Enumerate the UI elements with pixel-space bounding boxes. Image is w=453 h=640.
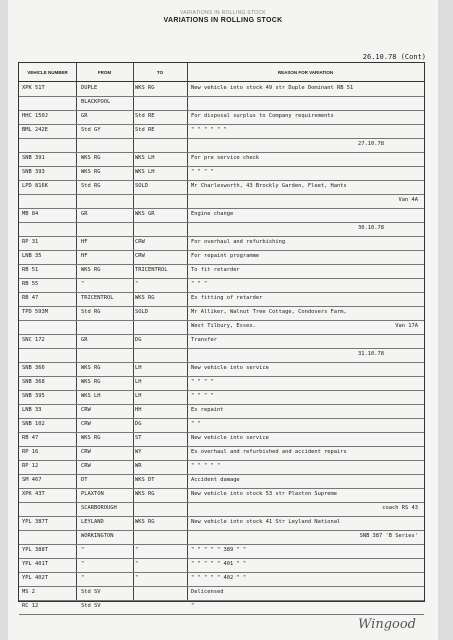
vehicle-number-cell: RC 12 [22, 603, 39, 609]
vehicle-number-cell: XPK 51T [22, 85, 45, 91]
from-cell: Std RG [81, 309, 101, 315]
from-cell: Std SV [81, 589, 101, 595]
from-cell: WKS RG [81, 155, 101, 161]
table-row [19, 152, 424, 167]
reason-cell: " " [191, 421, 201, 427]
to-cell: CRW [135, 253, 145, 259]
table-row [19, 586, 424, 601]
vehicle-number-cell: SNB 102 [22, 421, 45, 427]
table-row [19, 334, 424, 349]
from-cell: CRW [81, 421, 91, 427]
reason-continuation-cell: Van 17A [395, 323, 418, 329]
reason-continuation-cell: SNB 387 'B Series' [359, 533, 418, 539]
to-cell: TRICENTROL [135, 267, 168, 273]
from-cell: Std GY [81, 127, 101, 133]
table-row [19, 474, 424, 489]
reason-cell: For repaint programme [191, 253, 260, 259]
reason-cell: Mr Alliker, Walnut Tree Cottage, Condovers Farm, [191, 309, 347, 315]
reason-cell: Ex fitting of retarder [191, 295, 263, 301]
reason-cell: Accident damage [191, 477, 240, 483]
table-row [19, 208, 424, 223]
vehicle-number-cell: MB 84 [22, 211, 39, 217]
table-row [19, 460, 424, 475]
from-cell: DT [81, 477, 88, 483]
vehicle-number-cell: SNB 395 [22, 393, 45, 399]
table-row [19, 530, 424, 545]
vehicle-number-cell: YPL 401T [22, 561, 48, 567]
signature: Wingood [358, 617, 416, 632]
from-cell: DUPLE [81, 85, 98, 91]
vehicle-number-cell: SNC 172 [22, 337, 45, 343]
reason-cell: New vehicle into service [191, 365, 269, 371]
to-cell: WR [135, 463, 142, 469]
to-cell: WKS LH [135, 155, 155, 161]
table-row [19, 124, 424, 139]
to-cell: " [135, 281, 139, 287]
table-row [19, 418, 424, 433]
vehicle-number-cell: SNB 393 [22, 169, 45, 175]
table-row [19, 320, 424, 335]
vehicle-number-cell: YPL 402T [22, 575, 48, 581]
to-cell: ST [135, 435, 142, 441]
table-row [19, 390, 424, 405]
from-cell: CRW [81, 449, 91, 455]
reason-cell: " " " " " " [191, 127, 227, 133]
table-row [19, 306, 424, 321]
to-cell: " [135, 575, 139, 581]
to-cell: WKS GR [135, 211, 155, 217]
to-cell: " [135, 547, 139, 553]
from-cell: Std RG [81, 183, 101, 189]
vehicle-number-cell: RB 47 [22, 435, 39, 441]
to-cell: CRW [135, 239, 145, 245]
vehicle-number-cell: SNB 391 [22, 155, 45, 161]
reason-cell: West Tilbury, Essex. [191, 323, 256, 329]
from-cell: WKS RG [81, 169, 101, 175]
vehicle-number-cell: SM 467 [22, 477, 42, 483]
page-subtitle: VARIATIONS IN ROLLING STOCK [180, 10, 266, 16]
table-row [19, 446, 424, 461]
to-cell: HH [135, 407, 142, 413]
vehicle-number-cell: YPL 388T [22, 547, 48, 553]
date-cell: 30.10.78 [358, 225, 384, 231]
to-cell: WKS RG [135, 295, 155, 301]
date-cell: 31.10.78 [358, 351, 384, 357]
reason-cell: New vehicle into stock 53 str Plaxton Supreme [191, 491, 338, 497]
table-row [19, 502, 424, 517]
table-row [19, 292, 424, 307]
table-row [19, 348, 424, 363]
from-cell: GR [81, 113, 88, 119]
from-cell: Std SV [81, 603, 101, 609]
table-row [19, 250, 424, 265]
from-cell: WKS RG [81, 379, 101, 385]
reason-cell: " " " " " 401 " " [191, 561, 247, 567]
reason-cell: " " " " " [191, 463, 221, 469]
table-row [19, 404, 424, 419]
to-cell: WKS RG [135, 85, 155, 91]
from-cell: WKS RG [81, 435, 101, 441]
vehicle-number-cell: TPD 593M [22, 309, 48, 315]
vehicle-number-cell: RB 51 [22, 267, 39, 273]
from-cell: WKS RG [81, 365, 101, 371]
vehicle-number-cell: LPD 816K [22, 183, 48, 189]
vehicle-number-cell: SNB 368 [22, 379, 45, 385]
to-cell: DG [135, 337, 142, 343]
to-cell: LH [135, 365, 142, 371]
table-row [19, 138, 424, 153]
reason-cell: For overhaul and refurbishing [191, 239, 286, 245]
variations-table [18, 62, 425, 609]
table-row [19, 362, 424, 377]
vehicle-number-cell: LNB 33 [22, 407, 42, 413]
from-cell: WORKINGTON [81, 533, 114, 539]
from-cell: " [81, 547, 85, 553]
from-cell: " [81, 561, 85, 567]
table-row [19, 488, 424, 503]
vehicle-number-cell: RB 47 [22, 295, 39, 301]
reason-continuation-cell: Van 4A [398, 197, 418, 203]
reason-cell: " " " " " 402 " " [191, 575, 247, 581]
page-title [8, 10, 438, 24]
from-cell: CRW [81, 463, 91, 469]
from-cell: " [81, 575, 85, 581]
to-cell: SOLD [135, 309, 148, 315]
vehicle-number-cell: RP 16 [22, 449, 39, 455]
from-cell: SCARBOROUGH [81, 505, 117, 511]
table-row [19, 558, 424, 573]
to-cell: WKS RG [135, 519, 155, 525]
reason-cell: For pre service check [191, 155, 260, 161]
header-reason: REASON FOR VARIATION [277, 69, 334, 75]
vehicle-number-cell: XPK 43T [22, 491, 45, 497]
reason-cell: " " " " [191, 169, 214, 175]
from-cell: HF [81, 253, 88, 259]
document-page [8, 0, 438, 640]
from-cell: TRICENTROL [81, 295, 114, 301]
vehicle-number-cell: RP 31 [22, 239, 39, 245]
table-row [19, 432, 424, 447]
reason-cell: New vehicle into stock 49 str Duple Dominant RB 51 [191, 85, 354, 91]
table-row [19, 110, 424, 125]
vehicle-number-cell: HHC 150J [22, 113, 48, 119]
from-cell: GR [81, 337, 88, 343]
header-vehicle: VEHICLE NUMBER [27, 69, 68, 75]
to-cell: Std RE [135, 127, 155, 133]
reason-cell: " " " " " 389 " " [191, 547, 247, 553]
table-row [19, 600, 424, 615]
table-row [19, 194, 424, 209]
reason-cell: New vehicle into stock 41 Str Leyland National [191, 519, 341, 525]
to-cell: WKS RG [135, 491, 155, 497]
reason-cell: Ex overhaul and refurbished and accident repairs [191, 449, 347, 455]
table-row [19, 96, 424, 111]
reason-cell: " " " [191, 281, 208, 287]
reason-cell: Mr Charlesworth, 43 Brockly Garden, Fleet, Hants [191, 183, 347, 189]
to-cell: SOLD [135, 183, 148, 189]
table-row [19, 222, 424, 237]
reason-cell: Ex repaint [191, 407, 224, 413]
to-cell: WKS DT [135, 477, 155, 483]
reason-cell: Transfer [191, 337, 217, 343]
from-cell: HF [81, 239, 88, 245]
header-to: TO [156, 69, 164, 75]
to-cell: DG [135, 421, 142, 427]
table-row [19, 376, 424, 391]
reason-cell: New vehicle into service [191, 435, 269, 441]
to-cell: Std RE [135, 113, 155, 119]
to-cell: WKS LH [135, 169, 155, 175]
header-from: FROM [97, 69, 112, 75]
from-cell: BLACKPOOL [81, 99, 111, 105]
reason-cell: " " " " [191, 393, 214, 399]
vehicle-number-cell: BML 242E [22, 127, 48, 133]
to-cell: WY [135, 449, 142, 455]
reason-continuation-cell: coach RS 43 [382, 505, 418, 511]
vehicle-number-cell: YPL 387T [22, 519, 48, 525]
table-row [19, 264, 424, 279]
from-cell: WKS RG [81, 267, 101, 273]
vehicle-number-cell: MS 2 [22, 589, 35, 595]
reason-cell: " " " " [191, 379, 214, 385]
reason-cell: Engine change [191, 211, 234, 217]
to-cell: LH [135, 393, 142, 399]
page-title-text: VARIATIONS IN ROLLING STOCK [163, 17, 283, 24]
table-row [19, 236, 424, 251]
from-cell: CRW [81, 407, 91, 413]
date-cell: 27.10.78 [358, 141, 384, 147]
vehicle-number-cell: RB 55 [22, 281, 39, 287]
table-row [19, 278, 424, 293]
header-date: 26.10.78 (Cont) [362, 53, 426, 61]
reason-cell: To fit retarder [191, 267, 240, 273]
table-row [19, 180, 424, 195]
table-row [19, 572, 424, 587]
table-row [19, 544, 424, 559]
from-cell: WKS LH [81, 393, 101, 399]
to-cell: " [135, 561, 139, 567]
vehicle-number-cell: SNB 366 [22, 365, 45, 371]
reason-cell: Delicensed [191, 589, 224, 595]
table-row [19, 516, 424, 531]
from-cell: PLAXTON [81, 491, 104, 497]
vehicle-number-cell: LNB 35 [22, 253, 42, 259]
to-cell: LH [135, 379, 142, 385]
from-cell: " [81, 281, 85, 287]
from-cell: GR [81, 211, 88, 217]
vehicle-number-cell: RP 12 [22, 463, 39, 469]
table-row [19, 166, 424, 181]
reason-cell: " [191, 603, 195, 609]
from-cell: LEYLAND [81, 519, 104, 525]
table-row [19, 82, 424, 97]
reason-cell: For disposal surplus to Company requirements [191, 113, 334, 119]
